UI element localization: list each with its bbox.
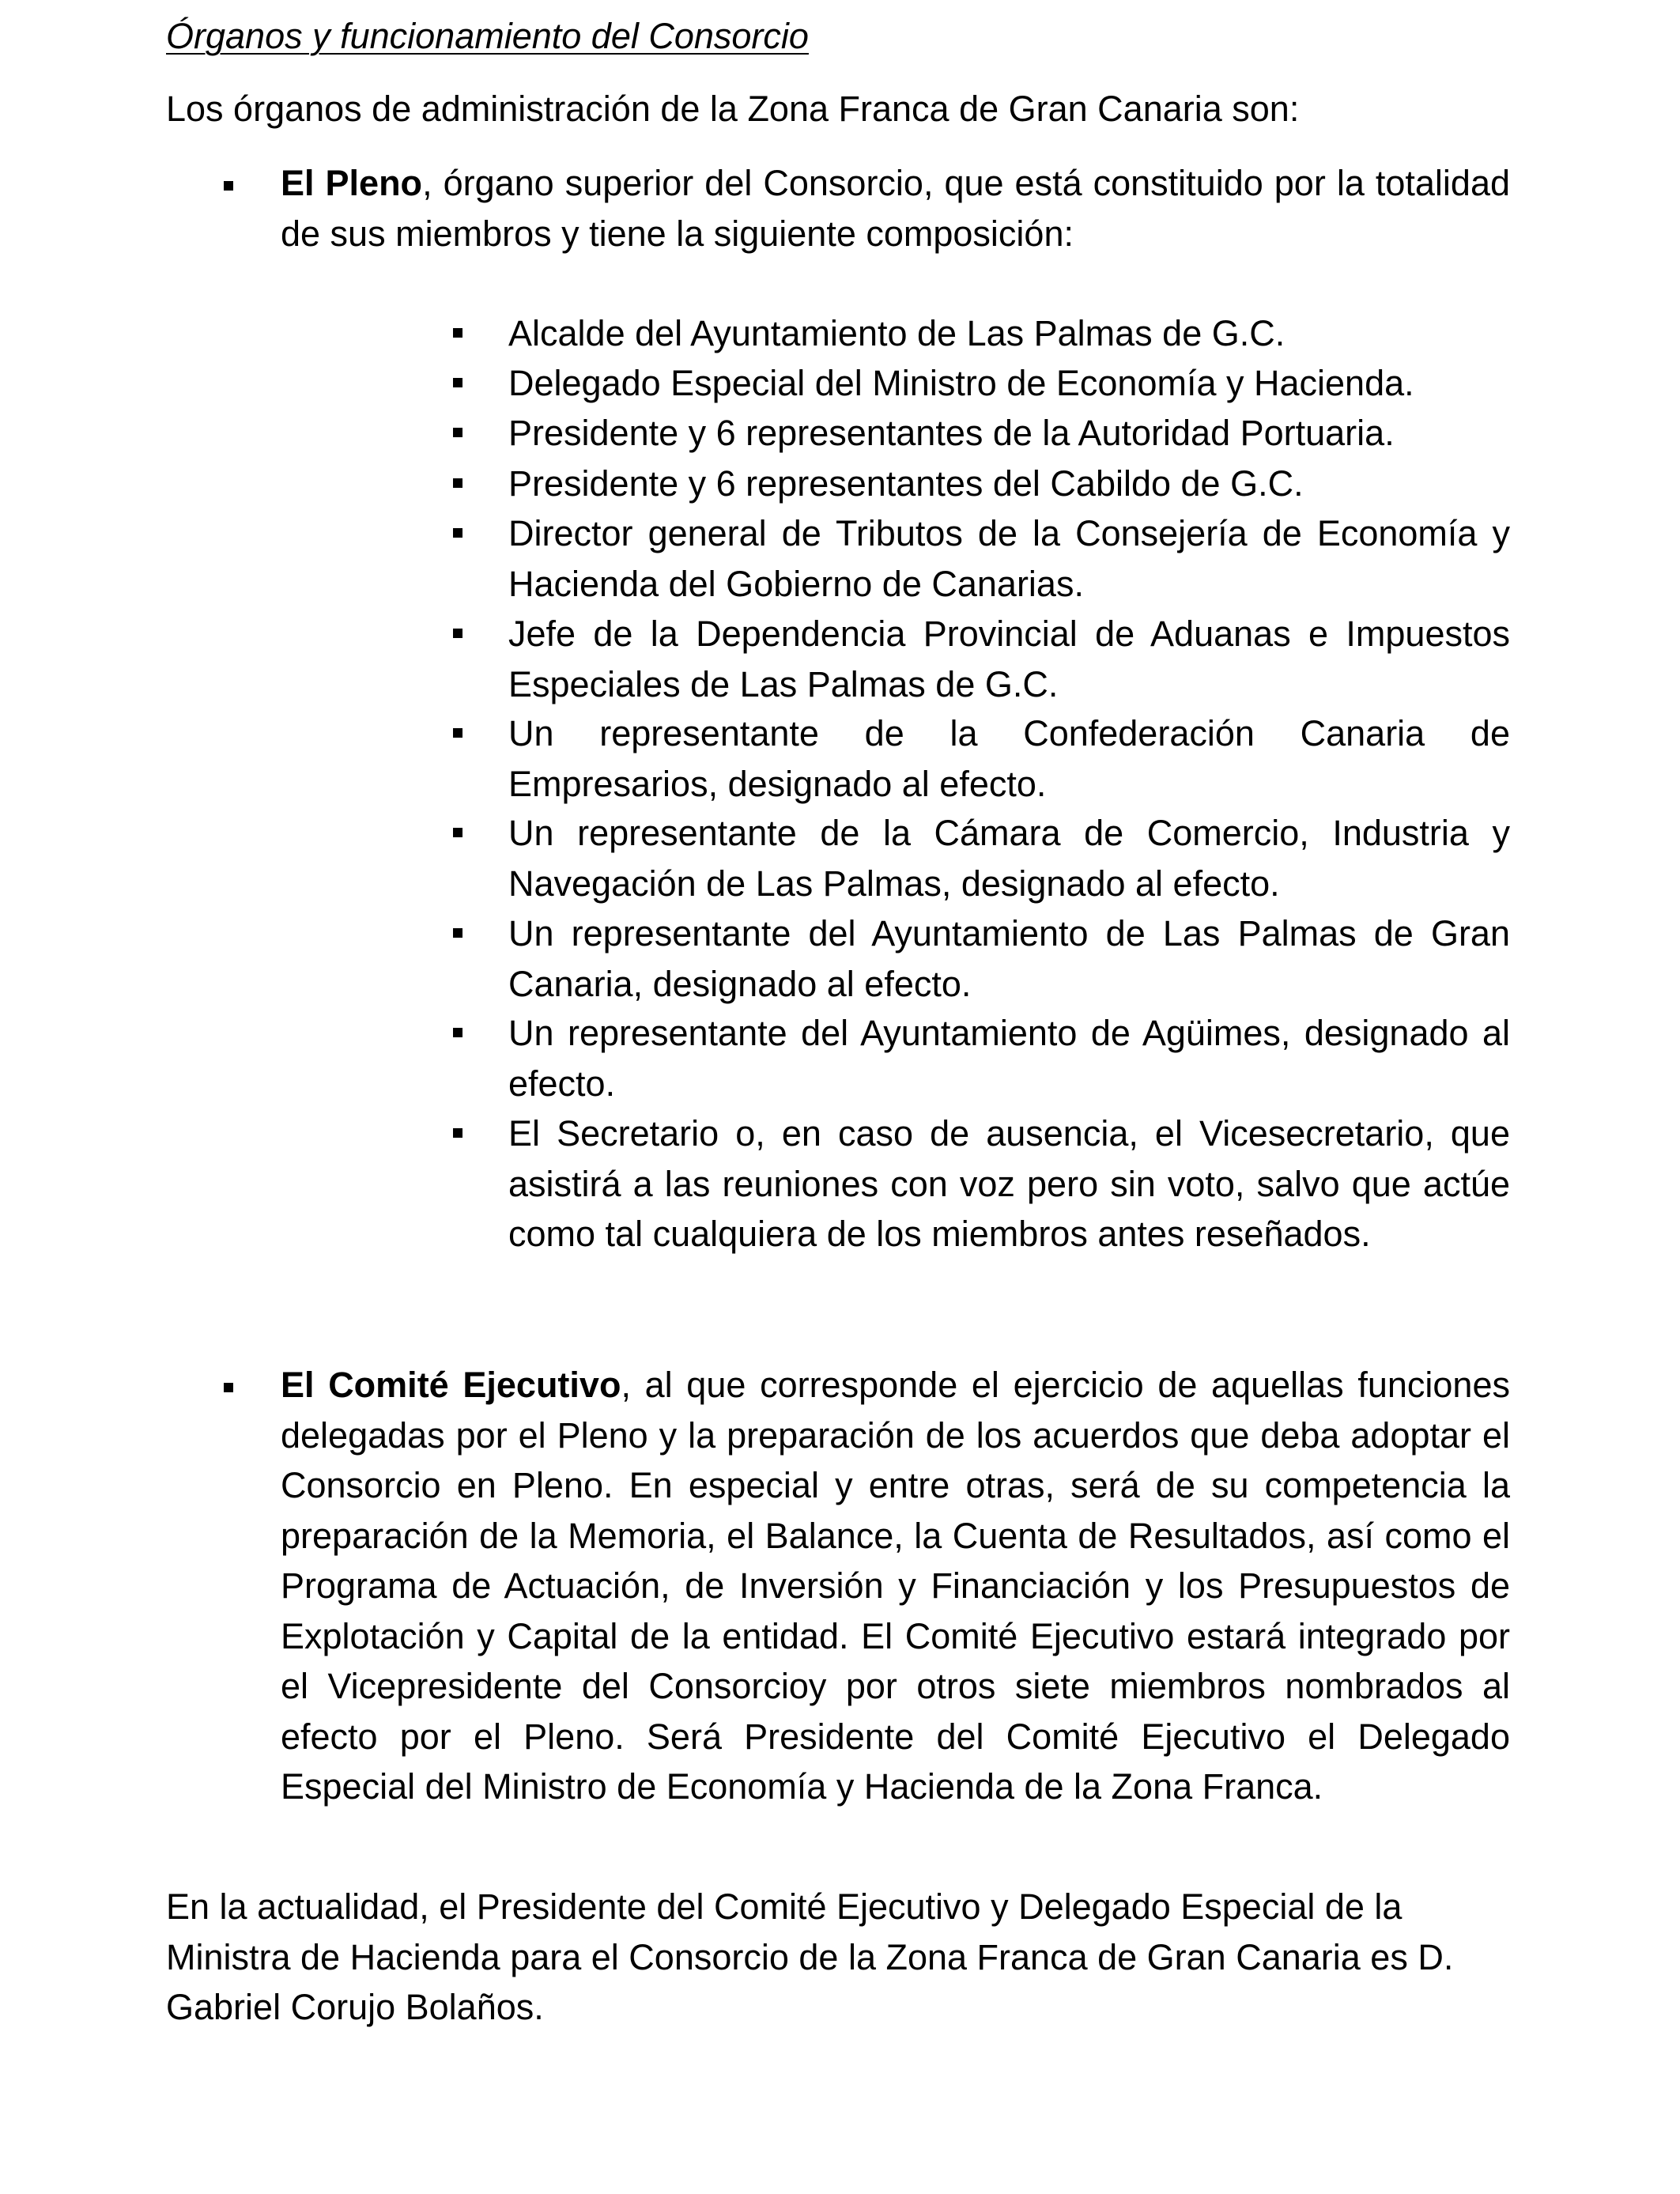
bullet-square-icon [453, 828, 462, 837]
comite-item [281, 1360, 1510, 1812]
pleno-member: Delegado Especial del Ministro de Economía y Hacienda. [508, 363, 1414, 403]
bullet-square-icon [453, 629, 462, 638]
bullet-square-icon [224, 181, 233, 191]
pleno-member: El Secretario o, en caso de ausencia, el Vicesecretario, que asistirá a las reuniones con voz pero sin voto, salvo que actúe como tal cualquiera de los miembros antes reseñados. [508, 1113, 1510, 1254]
comite-text: , al que corresponde el ejercicio de aquellas funciones delegadas por el Pleno y la preparación de los acuerdos que deba adoptar el Consorcio en Pleno. En especial y entre otras, será de su competencia la preparación de la Memoria, el Balance, la Cuenta de Resultados, así como el Programa de Actuación, de Inversión y Financiación y los Presupuestos de Explotación y Capital de la entidad. El Comité Ejecutivo estará integrado por el Vicepresidente del Consorcioy por otros siete miembros nombrados al efecto por el Pleno. Será Presidente del Comité Ejecutivo el Delegado Especial del Ministro de Economía y Hacienda de la Zona Franca. [281, 1365, 1510, 1807]
closing-paragraph: En la actualidad, el Presidente del Comité Ejecutivo y Delegado Especial de la Ministra de Hacienda para el Consorcio de la Zona Franca de Gran Canaria es D. Gabriel Corujo Bolaños. [166, 1886, 1454, 2027]
bullet-square-icon [224, 1383, 233, 1392]
pleno-member: Director general de Tributos de la Consejería de Economía y Hacienda del Gobierno de Canarias. [508, 513, 1510, 604]
pleno-member: Alcalde del Ayuntamiento de Las Palmas de G.C. [508, 313, 1285, 353]
bullet-square-icon [453, 1028, 462, 1037]
pleno-member: Un representante del Ayuntamiento de Agüimes, designado al efecto. [508, 1013, 1510, 1104]
bullet-square-icon [453, 1128, 462, 1138]
pleno-member: Un representante de la Cámara de Comercio, Industria y Navegación de Las Palmas, designado al efecto. [508, 813, 1510, 904]
bullet-square-icon [453, 928, 462, 938]
pleno-text: , órgano superior del Consorcio, que está constituido por la totalidad de sus miembros y tiene la siguiente composición: [281, 163, 1510, 254]
section-heading: Órganos y funcionamiento del Consorcio [166, 16, 809, 56]
bullet-square-icon [453, 428, 462, 437]
bullet-square-icon [453, 478, 462, 488]
pleno-title: El Pleno [281, 163, 423, 203]
pleno-item [281, 158, 1510, 259]
pleno-member: Presidente y 6 representantes del Cabildo de G.C. [508, 463, 1304, 504]
pleno-member: Un representante del Ayuntamiento de Las Palmas de Gran Canaria, designado al efecto. [508, 913, 1510, 1004]
comite-title: El Comité Ejecutivo [281, 1365, 621, 1405]
pleno-member: Presidente y 6 representantes de la Autoridad Portuaria. [508, 413, 1395, 453]
pleno-member: Un representante de la Confederación Canaria de Empresarios, designado al efecto. [508, 713, 1510, 804]
intro-paragraph: Los órganos de administración de la Zona Franca de Gran Canaria son: [166, 89, 1300, 129]
pleno-member: Jefe de la Dependencia Provincial de Aduanas e Impuestos Especiales de Las Palmas de G.C. [508, 614, 1510, 704]
bullet-square-icon [453, 528, 462, 538]
bullet-square-icon [453, 328, 462, 338]
bullet-square-icon [453, 728, 462, 738]
bullet-square-icon [453, 378, 462, 387]
